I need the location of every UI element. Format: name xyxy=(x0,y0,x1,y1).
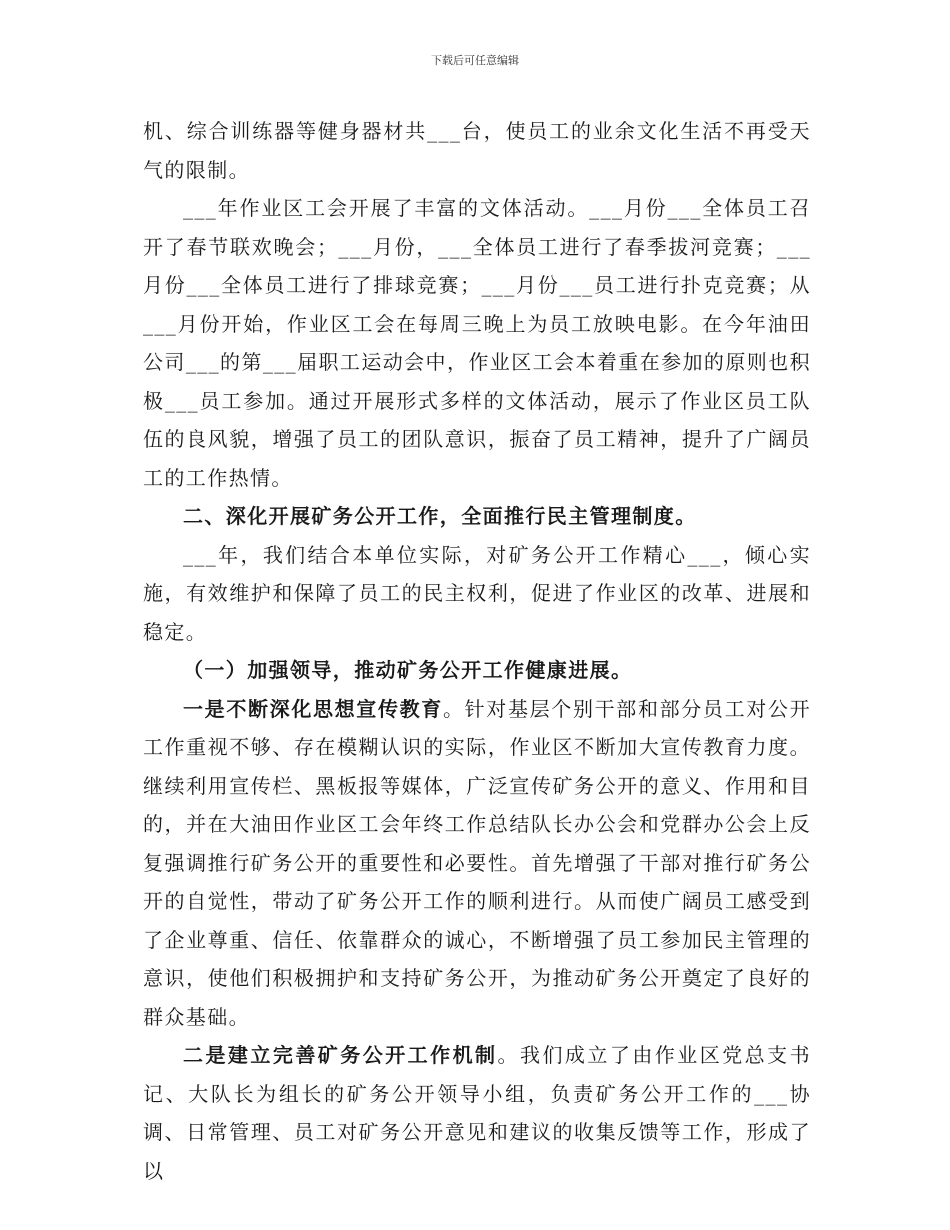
paragraph-cultural-activities: ___年作业区工会开展了丰富的文体活动。___月份___全体员工召开了春节联欢晚会；___月份，___全体员工进行了春季拔河竞赛；___月份___全体员工进行了排球竞赛；___月份___员工进行扑克竞赛；从___月份开始，作业区工会在每周三晚上为员工放映电影。在今年油田公司___的第___届职工运动会中，作业区工会本着重在参加的原则也积极___员工参加。通过开展形式多样的文体活动，展示了作业区员工队伍的良风貌，增强了员工的团队意识，振奋了员工精神，提升了广阔员工的工作热情。 xyxy=(143,196,811,490)
subsection-heading-1: （一）加强领导，推动矿务公开工作健康进展。 xyxy=(183,658,633,682)
point-one-lead: 一是不断深化思想宣传教育 xyxy=(183,696,443,721)
paragraph-point-one xyxy=(143,690,811,1037)
paragraph-section-intro: ___年，我们结合本单位实际，对矿务公开工作精心___，倾心实施，有效维护和保障了员工的民主权利，促进了作业区的改革、进展和稳定。 xyxy=(143,542,811,644)
point-one-text: 。针对基层个别干部和部分员工对公开工作重视不够、存在模糊认识的实际，作业区不断加大宣传教育力度。继续利用宣传栏、黑板报等媒体，广泛宣传矿务公开的意义、作用和目的，并在大油田作业区工会年终工作总结队长办公会和党群办公会上反复强调推行矿务公开的重要性和必要性。首先增强了干部对推行矿务公开的自觉性，带动了矿务公开工作的顺利进行。从而使广阔员工感受到了企业尊重、信任、依靠群众的诚心，不断增强了员工参加民主管理的意识，使他们积极拥护和支持矿务公开，为推动矿务公开奠定了良好的群众基础。 xyxy=(143,696,811,1029)
page-header: 下载后可任意编辑 xyxy=(431,54,519,67)
document-body xyxy=(143,112,811,1190)
point-two-text: 。我们成立了由作业区党总支书记、大队长为组长的矿务公开领导小组，负责矿务公开工作的___协调、日常管理、员工对矿务公开意见和建议的收集反馈等工作，形成了以 xyxy=(143,1043,811,1183)
section-heading-2: 二、深化开展矿务公开工作，全面推行民主管理制度。 xyxy=(183,504,697,528)
point-two-lead: 二是建立完善矿务公开工作机制 xyxy=(183,1043,498,1067)
paragraph-point-two xyxy=(143,1036,811,1190)
paragraph-continued: 机、综合训练器等健身器材共___台，使员工的业余文化生活不再受天气的限制。 xyxy=(143,119,811,182)
